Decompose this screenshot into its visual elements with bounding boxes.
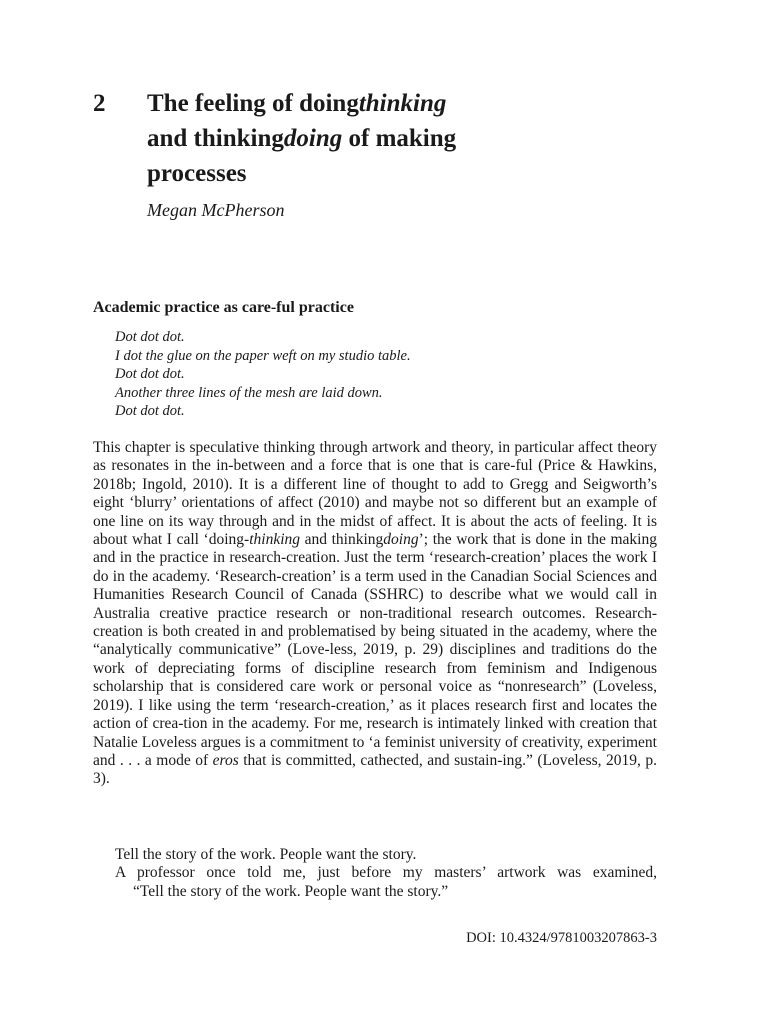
section-heading: Academic practice as care-ful practice [93,299,354,316]
doi-footer: DOI: 10.4324/9781003207863-3 [466,930,657,946]
chapter-title-line-3: processes [147,160,247,187]
chapter-title-line-2 [147,121,667,156]
story-line: Tell the story of the work. People want the story. [115,846,417,863]
body-italic-run: doing [383,531,419,549]
epigraph-poem [115,328,411,421]
body-text-run: This chapter is speculative thinking through artwork and theory, in particular affect theory as resonates in the in-between and a force that is one that is care-ful (Price & Hawkins, 2018b; Ingold, 2010). It is a different line of thought to add to Gregg and Seigworth’s eight ‘blurry’ orientations of affect (2010) and maybe not so different but an example of one line on its way through and in the midst of affect. It is about the acts of feeling. It is about what I call ‘doing- [93,439,657,549]
poem-line: Dot dot dot. [115,403,185,419]
chapter-title [147,86,667,191]
poem-line: I dot the glue on the paper weft on my studio table. [115,347,411,364]
body-text-run: and thinking [300,531,384,549]
story-line: A professor once told me, just before my masters’ artwork was examined, [115,864,657,882]
body-italic-run: thinking [249,531,301,549]
body-text-run: ’; the work that is done in the making and in the practice in research-creation. Just the term ‘research-creation’ places the work I do in the academy. ‘Research-creation’ is a term used in the Canadian Social Sciences and Humanities Research Council of Canada (SSHRC) to describe what we would call in Australia creative practice research or non-traditional research outcomes. Research-creation is both created in and problematised by being situated in the academy, where the “analytically communicative” (Love-less, 2019, p. 29) disciplines and traditions do the work of depreciating forms of discipline research from feminism and Indigenous scholarship that is considered care work or personal voice as “nonresearch” (Loveless, 2019). I like using the term ‘research-creation,’ as it places research first and locates the action of crea-tion in the academy. For me, research is intimately linked with creation that Natalie Loveless argues is a commitment to ‘a feminist university of creativity, experiment and . . . a mode of [93,531,657,769]
story-block [93,846,657,901]
chapter-number: 2 [93,90,106,117]
poem-line: Dot dot dot. [115,366,185,382]
body-text-run: that is committed, cathected, and sustain-ing.” (Loveless, 2019, p. 3). [93,751,657,788]
poem-line: Another three lines of the mesh are laid down. [115,384,383,401]
poem-line: Dot dot dot. [115,329,185,345]
title-italic: thinking [358,90,447,117]
body-italic-run: eros [212,751,239,769]
title-text: The feeling of doing [147,90,359,117]
author-name: Megan McPherson [147,200,285,220]
title-text: of making [342,125,457,152]
body-paragraph [93,439,657,789]
title-italic: doing [283,125,343,152]
story-line: “Tell the story of the work. People want the story.” [133,882,449,900]
chapter-title-line-1 [147,86,667,121]
title-text: and thinking [147,125,284,152]
